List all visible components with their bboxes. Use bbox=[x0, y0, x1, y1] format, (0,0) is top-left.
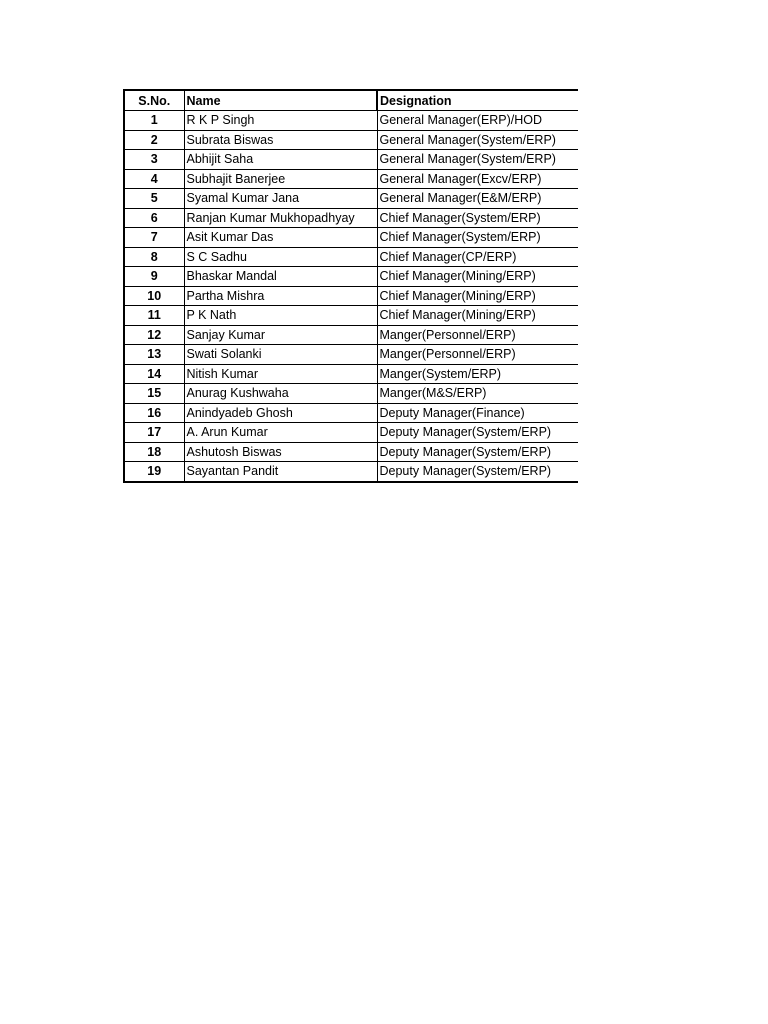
cell-designation: Deputy Manager(System/ERP) bbox=[377, 423, 578, 443]
cell-sno: 13 bbox=[124, 345, 184, 365]
table-header-row bbox=[124, 90, 578, 111]
header-sno: S.No. bbox=[124, 90, 184, 111]
table-row bbox=[124, 364, 578, 384]
header-name: Name bbox=[184, 90, 377, 111]
table-row bbox=[124, 442, 578, 462]
cell-name: Subhajit Banerjee bbox=[184, 169, 377, 189]
cell-sno: 5 bbox=[124, 189, 184, 209]
table-row bbox=[124, 306, 578, 326]
cell-sno: 19 bbox=[124, 462, 184, 482]
cell-sno: 17 bbox=[124, 423, 184, 443]
table-row bbox=[124, 384, 578, 404]
cell-name: Anindyadeb Ghosh bbox=[184, 403, 377, 423]
cell-designation: Chief Manager(CP/ERP) bbox=[377, 247, 578, 267]
table-row bbox=[124, 247, 578, 267]
table-body bbox=[124, 111, 578, 482]
table-row bbox=[124, 325, 578, 345]
cell-sno: 8 bbox=[124, 247, 184, 267]
table-row bbox=[124, 150, 578, 170]
table-row bbox=[124, 403, 578, 423]
table-row bbox=[124, 423, 578, 443]
cell-designation: Chief Manager(Mining/ERP) bbox=[377, 306, 578, 326]
cell-sno: 1 bbox=[124, 111, 184, 131]
table-row bbox=[124, 286, 578, 306]
cell-name: Abhijit Saha bbox=[184, 150, 377, 170]
staff-table bbox=[123, 89, 578, 483]
cell-name: Nitish Kumar bbox=[184, 364, 377, 384]
cell-name: S C Sadhu bbox=[184, 247, 377, 267]
table-row bbox=[124, 228, 578, 248]
cell-designation: General Manager(System/ERP) bbox=[377, 130, 578, 150]
cell-sno: 6 bbox=[124, 208, 184, 228]
cell-name: Bhaskar Mandal bbox=[184, 267, 377, 287]
cell-name: Ranjan Kumar Mukhopadhyay bbox=[184, 208, 377, 228]
table-row bbox=[124, 130, 578, 150]
cell-designation: General Manager(ERP)/HOD bbox=[377, 111, 578, 131]
cell-name: Swati Solanki bbox=[184, 345, 377, 365]
cell-sno: 7 bbox=[124, 228, 184, 248]
cell-designation: General Manager(Excv/ERP) bbox=[377, 169, 578, 189]
cell-designation: Chief Manager(System/ERP) bbox=[377, 208, 578, 228]
cell-designation: Manger(M&S/ERP) bbox=[377, 384, 578, 404]
cell-designation: General Manager(System/ERP) bbox=[377, 150, 578, 170]
cell-name: Sayantan Pandit bbox=[184, 462, 377, 482]
cell-name: P K Nath bbox=[184, 306, 377, 326]
cell-designation: General Manager(E&M/ERP) bbox=[377, 189, 578, 209]
cell-designation: Deputy Manager(Finance) bbox=[377, 403, 578, 423]
cell-name: Sanjay Kumar bbox=[184, 325, 377, 345]
cell-sno: 12 bbox=[124, 325, 184, 345]
cell-designation: Deputy Manager(System/ERP) bbox=[377, 442, 578, 462]
cell-name: Asit Kumar Das bbox=[184, 228, 377, 248]
header-designation: Designation bbox=[377, 90, 578, 111]
cell-sno: 3 bbox=[124, 150, 184, 170]
cell-sno: 15 bbox=[124, 384, 184, 404]
table-row bbox=[124, 169, 578, 189]
cell-designation: Manger(Personnel/ERP) bbox=[377, 345, 578, 365]
table-row bbox=[124, 111, 578, 131]
cell-name: Syamal Kumar Jana bbox=[184, 189, 377, 209]
cell-sno: 10 bbox=[124, 286, 184, 306]
table-row bbox=[124, 462, 578, 482]
cell-sno: 14 bbox=[124, 364, 184, 384]
cell-designation: Chief Manager(System/ERP) bbox=[377, 228, 578, 248]
cell-name: Anurag Kushwaha bbox=[184, 384, 377, 404]
cell-sno: 11 bbox=[124, 306, 184, 326]
cell-sno: 9 bbox=[124, 267, 184, 287]
cell-name: Partha Mishra bbox=[184, 286, 377, 306]
cell-sno: 2 bbox=[124, 130, 184, 150]
cell-name: A. Arun Kumar bbox=[184, 423, 377, 443]
table-row bbox=[124, 189, 578, 209]
cell-designation: Chief Manager(Mining/ERP) bbox=[377, 286, 578, 306]
cell-sno: 18 bbox=[124, 442, 184, 462]
cell-sno: 4 bbox=[124, 169, 184, 189]
cell-designation: Chief Manager(Mining/ERP) bbox=[377, 267, 578, 287]
cell-designation: Manger(Personnel/ERP) bbox=[377, 325, 578, 345]
cell-sno: 16 bbox=[124, 403, 184, 423]
cell-designation: Deputy Manager(System/ERP) bbox=[377, 462, 578, 482]
cell-designation: Manger(System/ERP) bbox=[377, 364, 578, 384]
table-row bbox=[124, 267, 578, 287]
table-row bbox=[124, 208, 578, 228]
cell-name: Ashutosh Biswas bbox=[184, 442, 377, 462]
cell-name: R K P Singh bbox=[184, 111, 377, 131]
cell-name: Subrata Biswas bbox=[184, 130, 377, 150]
table-row bbox=[124, 345, 578, 365]
